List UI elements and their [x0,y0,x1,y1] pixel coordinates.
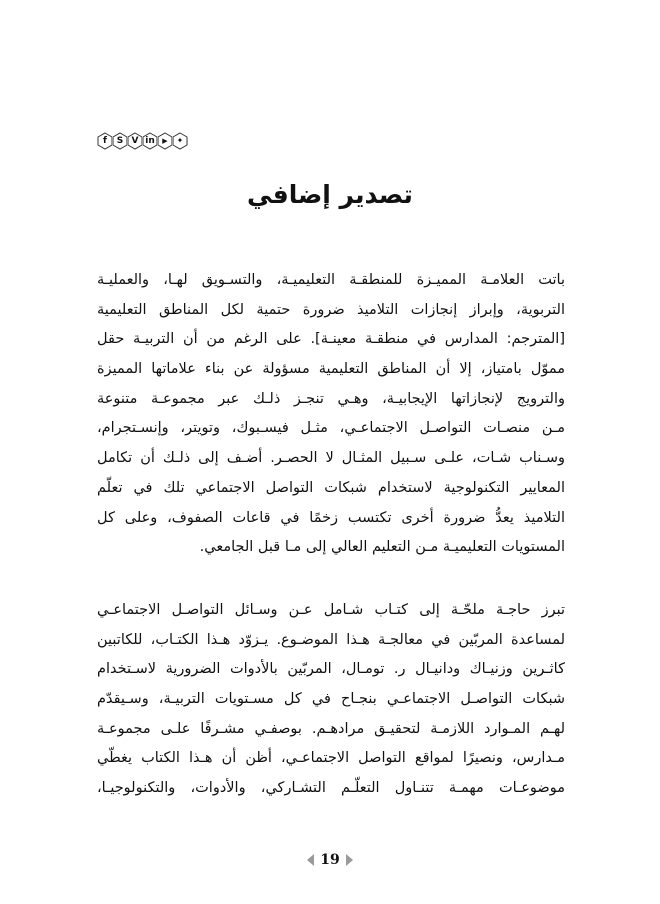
text-line: المعايير التكنولوجية لاستخدام شبكات التواصل الاجتماعي تلك في تعلّم [97,479,565,496]
text-line: لهـم المـوارد اللازمـة لتحقيـق مرادهـم. بوصفـي مشـرفًا علـى مجموعـة [97,720,565,737]
text-line: لمساعدة المربّين في معالجـة هـذا الموضـوع. يـزوّد هـذا الكتـاب، للكاتبين [97,631,565,648]
vine-icon: V [127,132,143,150]
triangle-right-icon [346,854,353,866]
text-line: تبرز حاجـة ملحّـة إلى كتـاب شـامل عـن وسـائل التواصـل الاجتماعـي [97,602,565,618]
page-number: 19 [320,852,340,868]
page-title: تصدير إضافي [247,180,413,209]
page-footer [0,852,660,868]
paragraph-1 [97,266,565,563]
text-line: [المترجم: المدارس في منطقـة معينـة]. على الرغم من أن التربيـة حقل [97,331,565,348]
text-line: مموّل بامتياز، إلا أن المناطق التعليمية مسؤولة عن بناء علاماتها المميزة [97,361,565,378]
skype-icon: S [112,132,128,150]
linkedin-icon: in [142,132,158,150]
text-line: مـن منصـات التواصـل الاجتماعـي، مثـل فيسـبوك، وتويتر، وإنسـتجرام، [97,420,565,437]
text-line: والترويج لإنجازاتها الإيجابيـة، وهـي تنجـز ذلـك عبر مجموعـة متنوعة [97,390,565,407]
text-line: التلاميذ يعدُّ ضرورة أخرى تكتسب زخمًا في قاعات الصفوف، وعلى كل [97,509,565,526]
social-media-icons [97,130,189,152]
text-line: التربوية، وإبراز إنجازات التلاميذ ضرورة حتمية لكل المناطق التعليمية [97,301,565,318]
text-line: باتت العلامـة المميـزة للمنطقـة التعليميـة، والتسـويق لهـا، والعمليـة [97,272,565,288]
text-line: المستويات التعليميـة مـن التعليم العالي إلى مـا قبل الجامعي. [199,539,565,556]
text-line: وسـناب شـات، علـى سـبيل المثـال لا الحصـر. أضـف إلى ذلـك أن تكامل [97,450,565,467]
text-line: كاثـرين وزنيـاك ودانيـال ر. تومـال، المربّين بالأدوات الضرورية لاسـتخدام [97,661,565,678]
paragraph-2 [97,596,565,804]
twitter-icon: ✦ [172,132,188,150]
youtube-icon: ▶ [157,132,173,150]
text-line: شبكات التواصـل الاجتماعـي بنجـاح في كل مسـتويات التربيـة، وسـيقدّم [97,691,565,708]
text-line: مـدارس، ونصيرًا لمواقع التواصل الاجتماعـي، أظن أن هـذا الكتاب يغطّي [97,750,565,767]
facebook-icon: f [97,132,113,150]
text-line: موضوعـات مهمـة تتنـاول التعلّـم التشـاركي، والأدوات، والتكنولوجيـا، [97,780,565,797]
triangle-left-icon [307,854,314,866]
